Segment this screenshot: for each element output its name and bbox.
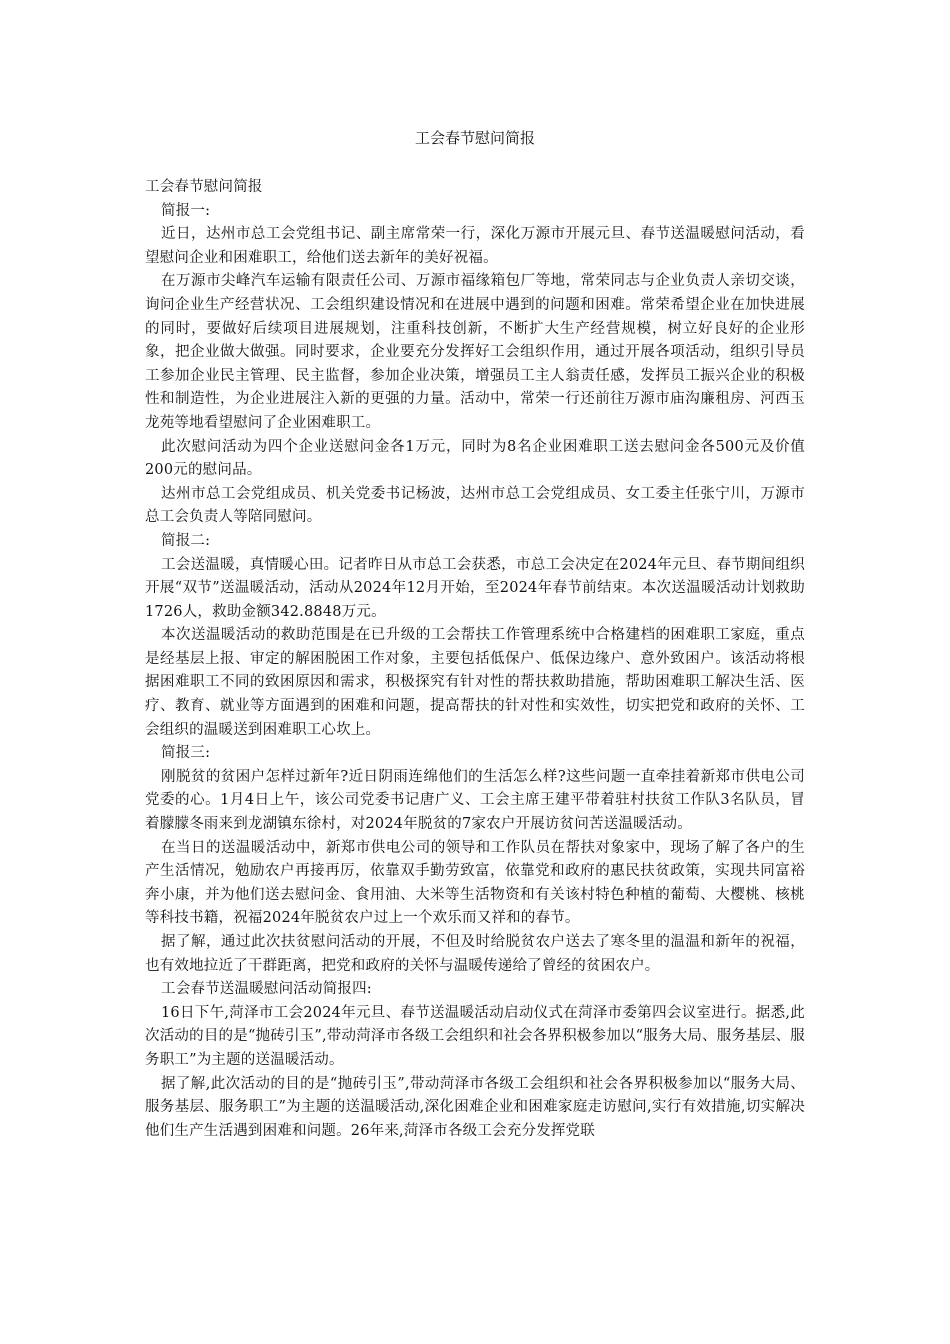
section-heading-brief-3: 简报三: — [161, 745, 211, 762]
section-heading-brief-4: 工会春节送温暖慰问活动简报四: — [161, 981, 372, 998]
paragraph: 据了解,此次活动的目的是“抛砖引玉”,带动菏泽市各级工会组织和社会各界积极参加以“服务大局、服务基层、服务职工”为主题的送温暖活动,深化困难企业和困难家庭走访慰问,实行有效措施,切实解决他们生产生活遇到困难和问题。26年来,菏泽市各级工会充分发挥党联 — [145, 1075, 805, 1139]
paragraph: 刚脱贫的贫困户怎样过新年?近日阴雨连绵他们的生活怎么样?这些问题一直牵挂着新郑市供电公司党委的心。1月4日上午，该公司党委书记唐广义、工会主席王建平带着驻村扶贫工作队3名队员，冒着朦朦冬雨来到龙湖镇东徐村，对2024年脱贫的7家农户开展访贫问苦送温暖活动。 — [145, 768, 805, 833]
document-subtitle: 工会春节慰问简报 — [145, 179, 263, 195]
paragraph: 据了解，通过此次扶贫慰问活动的开展，不但及时给脱贫农户送去了寒冬里的温温和新年的祝福，也有效地拉近了干群距离，把党和政府的关怀与温暖传递给了曾经的贫困农户。 — [145, 934, 805, 974]
paragraph: 工会送温暖，真情暖心田。记者昨日从市总工会获悉，市总工会决定在2024年元旦、春节期间组织开展“双节”送温暖活动，活动从2024年12月开始，至2024年春节前结束。本次送温暖活动计划救助1726人，救助金额342.8848万元。 — [145, 556, 805, 620]
paragraph: 16日下午,菏泽市工会2024年元旦、春节送温暖活动启动仪式在菏泽市委第四会议室进行。据悉,此次活动的目的是“抛砖引玉”,带动菏泽市各级工会组织和社会各界积极参加以“服务大局、服务基层、服务职工”为主题的送温暖活动。 — [145, 1004, 805, 1068]
paragraph: 在当日的送温暖活动中，新郑市供电公司的领导和工作队员在帮扶对象家中，现场了解了各户的生产生活情况，勉励农户再接再厉，依靠双手勤劳致富，依靠党和政府的惠民扶贫政策，实现共同富裕奔小康，并为他们送去慰问金、食用油、大米等生活物资和有关该村特色种植的葡萄、大樱桃、核桃等科技书籍，祝福2024年脱贫农户过上一个欢乐而又祥和的春节。 — [145, 839, 805, 927]
section-heading-brief-1: 简报一: — [161, 202, 211, 219]
section-heading-brief-2: 简报二: — [161, 532, 211, 549]
paragraph: 在万源市尖峰汽车运输有限责任公司、万源市福缘箱包厂等地，常荣同志与企业负责人亲切交谈，询问企业生产经营状况、工会组织建设情况和在进展中遇到的问题和困难。常荣希望企业在加快进展的同时，要做好后续项目进展规划，注重科技创新，不断扩大生产经营规模，树立好良好的企业形象，把企业做大做强。同时要求，企业要充分发挥好工会组织作用，通过开展各项活动，组织引导员工参加企业民主管理、民主监督，参加企业决策，增强员工主人翁责任感，发挥员工振兴企业的积极性和制造性，为企业进展注入新的更强的力量。活动中，常荣一行还前往万源市庙沟廉租房、河西玉龙苑等地看望慰问了企业困难职工。 — [145, 273, 805, 431]
document-title: 工会春节慰问简报 — [414, 129, 535, 147]
paragraph: 近日，达州市总工会党组书记、副主席常荣一行，深化万源市开展元旦、春节送温暖慰问活动，看望慰问企业和困难职工，给他们送去新年的美好祝福。 — [145, 226, 805, 266]
paragraph: 达州市总工会党组成员、机关党委书记杨波，达州市总工会党组成员、女工委主任张宁川，万源市总工会负责人等陪同慰问。 — [145, 485, 805, 526]
paragraph: 此次慰问活动为四个企业送慰问金各1万元，同时为8名企业困难职工送去慰问金各500元及价值200元的慰问品。 — [145, 438, 805, 479]
paragraph: 本次送温暖活动的救助范围是在已升级的工会帮扶工作管理系统中合格建档的困难职工家庭，重点是经基层上报、审定的解困脱困工作对象，主要包括低保户、低保边缘户、意外致困户。该活动将根据困难职工不同的致困原因和需求，积极探究有针对性的帮扶救助措施，帮助困难职工解决生活、医疗、教育、就业等方面遇到的困难和问题，提高帮扶的针对性和实效性，切实把党和政府的关怀、工会组织的温暖送到困难职工心坎上。 — [145, 627, 805, 738]
document-body — [145, 176, 805, 1143]
